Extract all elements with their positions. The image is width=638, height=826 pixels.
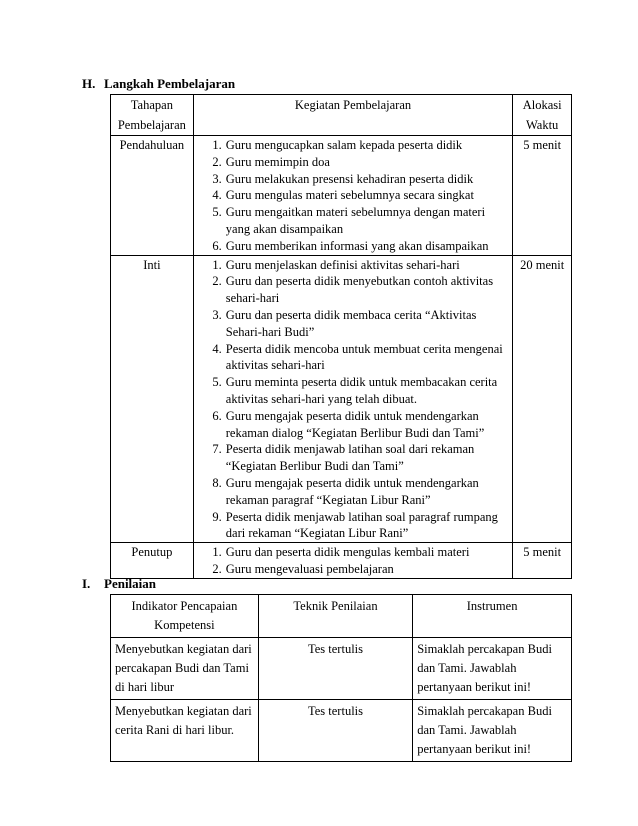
list-item-text: Guru menjelaskan definisi aktivitas sehari-hari [225,257,460,272]
section-h-heading [82,76,235,92]
list-item-number: 4. [212,341,222,356]
list-item [202,441,513,475]
list-item [202,257,513,274]
time-cell: 20 menit [513,255,572,543]
table-row [111,543,572,579]
list-item-text: Guru meminta peserta didik untuk membacakan cerita aktivitas sehari-hari yang telah dibuat. [225,375,498,406]
list-item [202,374,513,408]
section-i-number: I. [82,576,91,591]
section-h-title: Langkah Pembelajaran [104,76,236,91]
list-item [202,154,513,171]
time-cell: 5 menit [513,543,572,579]
list-item-text: Guru melakukan presensi kehadiran peserta didik [225,171,474,186]
list-item-number: 3. [212,171,222,186]
list-item-text: Peserta didik menjawab latihan soal dari rekaman “Kegiatan Berlibur Budi dan Tami” [225,442,475,474]
list-item-number: 4. [212,188,222,203]
assessment-table [110,594,572,762]
time-cell: 5 menit [513,136,572,256]
list-item-text: Peserta didik menjawab latihan soal paragraf rumpang dari rekaman “Kegiatan Libur Rani” [225,509,498,541]
list-item-number: 9. [212,509,222,524]
stage-cell: Inti [111,255,194,543]
list-item-text: Peserta didik mencoba untuk membuat cerita mengenai aktivitas sehari-hari [225,341,503,373]
indicator-cell: Menyebutkan kegiatan dari cerita Rani di hari libur. [111,700,259,762]
activity-cell [193,255,513,543]
table-row [111,255,572,543]
list-item [202,341,513,375]
header-technique: Teknik Penilaian [258,595,412,638]
list-item-number: 3. [212,307,222,322]
list-item [202,273,513,307]
table-row [111,700,572,762]
list-item-number: 1. [212,138,222,152]
list-item-number: 2. [212,154,222,169]
list-item-number: 8. [212,475,222,490]
list-item-text: Guru mengulas materi sebelumnya secara singkat [225,188,474,203]
list-item [202,544,513,561]
technique-cell: Tes tertulis [258,700,412,762]
list-item-number: 2. [212,274,222,289]
list-item [202,187,513,204]
list-item-text: Guru mengucapkan salam kepada peserta didik [225,138,463,152]
section-i-heading [82,576,156,592]
learning-steps-body [111,136,572,579]
stage-cell: Pendahuluan [111,136,194,256]
section-i-title: Penilaian [104,576,157,591]
indicator-cell: Menyebutkan kegiatan dari percakapan Budi dan Tami di hari libur [111,638,259,700]
technique-cell: Tes tertulis [258,638,412,700]
list-item [202,238,513,255]
table-header-row [111,95,572,136]
learning-steps-table [110,94,572,579]
activity-list [194,544,513,578]
header-instrument: Instrumen [413,595,572,638]
list-item-text: Guru mengevaluasi pembelajaran [225,561,394,576]
list-item-text: Guru mengajak peserta didik untuk mendengarkan rekaman dialog “Kegiatan Berlibur Budi dan Tami” [225,408,485,440]
list-item-number: 2. [212,561,222,576]
list-item-text: Guru memimpin doa [225,154,330,169]
list-item [202,137,513,154]
activity-cell [193,543,513,579]
activity-cell [193,136,513,256]
list-item [202,204,513,238]
list-item [202,475,513,509]
instrument-cell: Simaklah percakapan Budi dan Tami. Jawablah pertanyaan berikut ini! [413,700,572,762]
list-item-text: Guru memberikan informasi yang akan disampaikan [225,238,489,253]
header-indicator: Indikator Pencapaian Kompetensi [111,595,259,638]
list-item-number: 6. [212,408,222,423]
header-activity: Kegiatan Pembelajaran [193,95,513,136]
list-item-number: 7. [212,442,222,457]
section-h-number: H. [82,76,96,91]
list-item-text: Guru dan peserta didik membaca cerita “Aktivitas Sehari-hari Budi” [225,307,477,339]
activity-list [194,137,513,255]
list-item-text: Guru dan peserta didik menyebutkan contoh aktivitas sehari-hari [225,274,494,306]
list-item-number: 1. [212,257,222,272]
instrument-cell: Simaklah percakapan Budi dan Tami. Jawablah pertanyaan berikut ini! [413,638,572,700]
list-item-text: Guru mengajak peserta didik untuk mendengarkan rekaman paragraf “Kegiatan Libur Rani” [225,475,479,507]
list-item-number: 5. [212,205,222,220]
list-item [202,171,513,188]
list-item-number: 6. [212,238,222,253]
list-item-text: Guru mengaitkan materi sebelumnya dengan materi yang akan disampaikan [225,205,486,236]
table-row [111,638,572,700]
table-row [111,136,572,256]
list-item-text: Guru dan peserta didik mengulas kembali materi [225,545,470,560]
list-item [202,561,513,578]
list-item [202,509,513,543]
stage-cell: Penutup [111,543,194,579]
table-header-row [111,595,572,638]
list-item-number: 1. [212,545,222,560]
assessment-body [111,638,572,762]
activity-list [194,257,513,543]
list-item [202,408,513,442]
list-item-number: 5. [212,375,222,390]
header-stage: Tahapan Pembelajaran [111,95,194,136]
header-time: Alokasi Waktu [513,95,572,136]
list-item [202,307,513,341]
